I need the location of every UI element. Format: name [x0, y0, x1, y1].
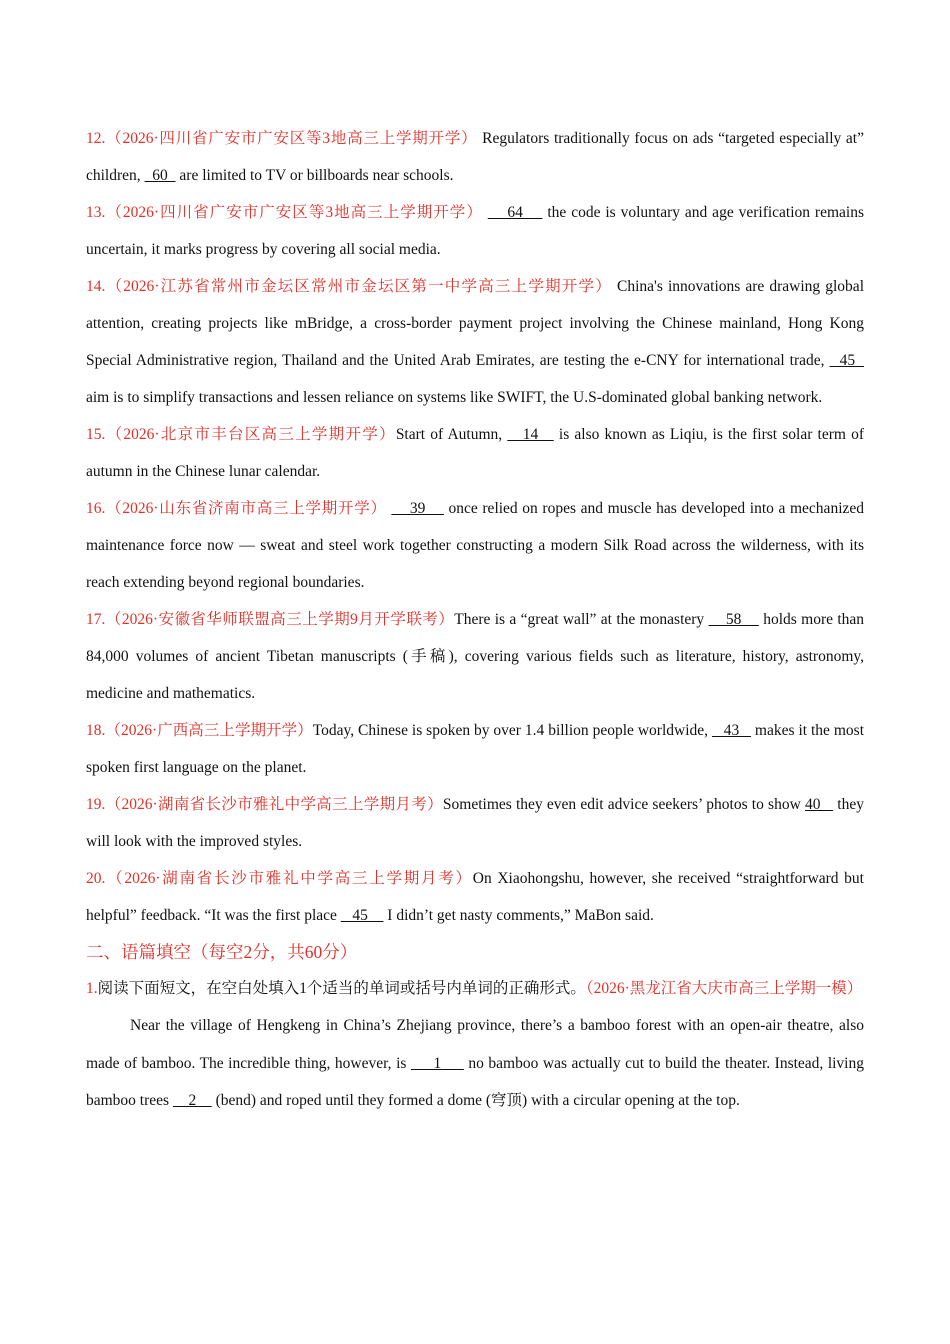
question-text: Start of Autumn, [395, 426, 508, 443]
question-20 [86, 860, 864, 934]
question-text: is also known as Liqiu, is the first solar term of autumn in the Chinese lunar calendar. [86, 426, 864, 480]
answer-blank: 58 [708, 611, 759, 628]
question-number: 19. [86, 796, 106, 813]
question-16 [86, 490, 864, 601]
question-text: they will look with the improved styles. [86, 796, 864, 850]
section-heading: 二、语篇填空（每空2分，共60分） [86, 942, 358, 962]
question-number: 16. [86, 500, 106, 517]
question-source: （2026·广西高三上学期开学） [105, 722, 313, 739]
question-source: （2026·湖南省长沙市雅礼中学高三上学期月考） [105, 870, 473, 887]
instruction-text: 阅读下面短文，在空白处填入1个适当的单词或括号内单词的正确形式。 [97, 980, 586, 997]
question-text: I didn’t get nasty comments,” MaBon said. [383, 907, 654, 924]
question-14 [86, 268, 864, 416]
question-text: China's innovations are drawing global attention, creating projects like mBridge, a cross-border payment project involving the Chinese mainland, Hong Kong Special Administrative region, Thailand and the United Arab Emirates, are testing the e-CNY for international trade, [86, 278, 864, 369]
question-text: makes it the most spoken first language on the planet. [86, 722, 864, 776]
passage-paragraph [86, 1007, 864, 1120]
question-15 [86, 416, 864, 490]
passage-text: (bend) and roped until they formed a dome (穹顶) with a circular opening at the top. [211, 1092, 740, 1109]
answer-blank-1: 1 [410, 1054, 464, 1072]
question-number: 13. [86, 204, 106, 221]
question-text: Regulators traditionally focus on ads “targeted especially at” children, [86, 130, 864, 184]
question-1-instruction [86, 970, 864, 1007]
question-18 [86, 712, 864, 786]
question-source: （2026·山东省济南市高三上学期开学） [105, 500, 387, 517]
question-text: are limited to TV or billboards near schools. [175, 167, 454, 184]
question-number: 20. [86, 870, 106, 887]
question-19 [86, 786, 864, 860]
answer-blank: 64 [487, 204, 543, 221]
answer-blank: 45 [340, 907, 384, 924]
question-text: holds more than 84,000 volumes of ancient Tibetan manuscripts (手稿), covering various fields such as literature, history, astronomy, medicine and mathematics. [86, 611, 865, 702]
passage-text: Near the village of Hengkeng in China’s Zhejiang province, there’s a bamboo forest with an open-air theatre, also made of bamboo. The incredible thing, however, is [86, 1017, 864, 1072]
question-source: （2026·湖南省长沙市雅礼中学高三上学期月考） [105, 796, 443, 813]
answer-blank: 60 [144, 167, 176, 184]
answer-blank: 39 [391, 500, 444, 517]
question-source: （2026·安徽省华师联盟高三上学期9月开学联考） [105, 611, 455, 628]
answer-blank: 40 [805, 796, 834, 813]
question-text: Sometimes they even edit advice seekers’ photos to show [442, 796, 805, 813]
question-source: （2026·四川省广安市广安区等3地高三上学期开学） [105, 130, 478, 147]
question-17 [86, 601, 864, 712]
question-number: 14. [86, 278, 106, 295]
question-text: Today, Chinese is spoken by over 1.4 billion people worldwide, [312, 722, 712, 739]
question-number: 18. [86, 722, 106, 739]
question-source: （2026·黑龙江省大庆市高三上学期一模） [585, 980, 863, 997]
passage-text: no bamboo was actually cut to build the theater. Instead, living bamboo trees [86, 1054, 864, 1109]
question-text: the code is voluntary and age verification remains uncertain, it marks progress by covering all social media. [86, 204, 864, 258]
question-text: On Xiaohongshu, however, she received “straightforward but helpful” feedback. “It was the first place [86, 870, 864, 924]
answer-blank: 45 [829, 352, 864, 369]
question-13 [86, 194, 864, 268]
question-number: 15. [86, 426, 106, 443]
answer-blank-2: 2 [172, 1092, 212, 1109]
question-source: （2026·北京市丰台区高三上学期开学） [105, 426, 396, 443]
document-page [86, 120, 864, 1120]
question-number: 1. [86, 980, 98, 997]
question-text: aim is to simplify transactions and lessen reliance on systems like SWIFT, the U.S-dominated global banking network. [86, 389, 823, 406]
question-number: 17. [86, 611, 106, 628]
question-text: once relied on ropes and muscle has developed into a mechanized maintenance force now — sweat and steel work together constructing a modern Silk Road across the wilderness, with its reach extending beyond regional boundaries. [86, 500, 865, 591]
answer-blank: 43 [711, 722, 751, 739]
answer-blank: 14 [507, 426, 554, 443]
question-text: There is a “great wall” at the monastery [454, 611, 709, 628]
question-number: 12. [86, 130, 106, 147]
question-source: （2026·四川省广安市广安区等3地高三上学期开学） [105, 204, 483, 221]
question-12 [86, 120, 864, 194]
question-source: （2026·江苏省常州市金坛区常州市金坛区第一中学高三上学期开学） [105, 278, 612, 295]
